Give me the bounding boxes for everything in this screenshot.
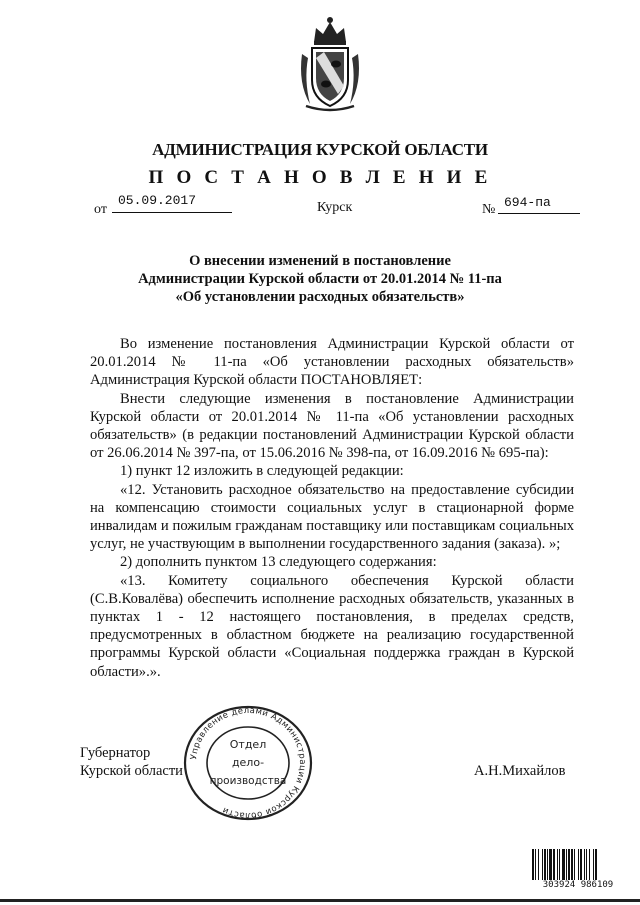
body-paragraph-6: «13. Комитету социального обеспечения Курской области (С.В.Ковалёва) обеспечить исполнение расходных обязательств, указанных в пунктах 1 - 12 настоящего постановления, в пределах средств, предусмотренных в областном бюджете на реализацию государственной программы Курской области «Социальная поддержка граждан в Курской области».».: [90, 572, 574, 680]
body-paragraph-2: Внести следующие изменения в постановление Администрации Курской области от 20.01.2014 № 11-па «Об установлении расходных обязательств» (в редакции постановлений Администрации Курской области от 26.06.2014 № 397-па, от 15.06.2016 № 398-па, от 16.09.2016 № 695-па):: [90, 390, 574, 462]
stamp-outer-text: Управление делами Администрации Курской области: [189, 705, 308, 821]
stamp-center-line-2: дело-: [231, 756, 265, 769]
title-line-1: О внесении изменений в постановление: [189, 253, 451, 269]
signatory-name: А.Н.Михайлов: [474, 763, 566, 779]
number-prefix: №: [482, 202, 496, 217]
document-number: 694-па: [504, 195, 551, 210]
kursk-coat-of-arms-icon: [296, 14, 364, 112]
barcode-number: 303924 986109: [531, 880, 625, 890]
body-paragraph-1: Во изменение постановления Администрации Курской области от 20.01.2014 № 11-па «Об установлении расходных обязательств» Администрация Курской области ПОСТАНОВЛЯЕТ:: [90, 336, 574, 389]
office-stamp: [182, 704, 314, 822]
date-underline: [112, 212, 232, 213]
signatory-position-line-2: Курской области: [80, 763, 183, 779]
organization-name: АДМИНИСТРАЦИЯ КУРСКОЙ ОБЛАСТИ: [152, 140, 488, 159]
title-line-2: Администрации Курской области от 20.01.2014 № 11-па: [138, 271, 502, 287]
body-paragraph-3: 1) пункт 12 изложить в следующей редакции:: [120, 463, 404, 480]
stamp-center-line-1: Отдел: [229, 738, 267, 751]
body-paragraph-5: 2) дополнить пунктом 13 следующего содержания:: [120, 554, 437, 571]
date-prefix: от: [94, 202, 107, 217]
body-paragraph-4: «12. Установить расходное обязательство на предоставление субсидии на компенсацию стоимости социальных услуг в стационарной форме инвалидам и пожилым гражданам поставщику или поставщикам социальных услуг, не участвующим в выполнении государственного задания (заказа). »;: [90, 481, 574, 553]
document-body: [90, 335, 574, 681]
bottom-rule: [0, 899, 640, 902]
title-line-3: «Об установлении расходных обязательств»: [175, 289, 465, 305]
number-underline: [498, 213, 580, 214]
document-date: 05.09.2017: [118, 193, 197, 208]
stamp-center-line-3: производства: [209, 775, 287, 787]
signatory-position-line-1: Губернатор: [80, 745, 151, 761]
document-city: Курск: [317, 200, 353, 215]
document-type: П О С Т А Н О В Л Е Н И Е: [148, 167, 492, 188]
